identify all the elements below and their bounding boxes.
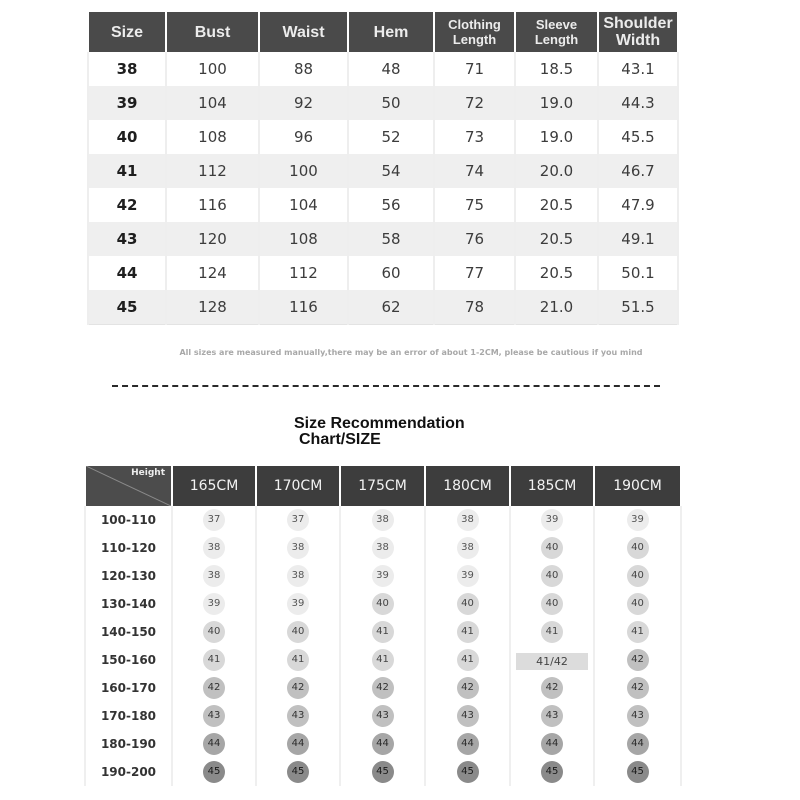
size-badge: 45	[203, 761, 225, 783]
size-cell: 44	[88, 256, 166, 290]
measurement-cell: 21.0	[515, 290, 598, 325]
recommended-size-cell	[510, 506, 594, 534]
size-badge: 41	[372, 649, 394, 671]
recommended-size-cell	[256, 674, 340, 702]
header-size: Size	[88, 12, 166, 52]
measurement-cell: 92	[259, 86, 348, 120]
size-cell: 43	[88, 222, 166, 256]
size-badge: 43	[287, 705, 309, 727]
weight-row	[85, 730, 681, 758]
size-cell: 45	[88, 290, 166, 325]
measurement-cell: 100	[259, 154, 348, 188]
recommended-size-cell	[425, 618, 510, 646]
size-row	[88, 52, 678, 86]
measurement-cell: 56	[348, 188, 434, 222]
recommended-size-cell	[594, 506, 681, 534]
recommended-size-cell	[510, 758, 594, 786]
recommended-size-cell	[340, 702, 425, 730]
recommended-size-cell	[172, 534, 256, 562]
size-badge: 44	[457, 733, 479, 755]
measurement-cell: 62	[348, 290, 434, 325]
size-row	[88, 120, 678, 154]
measurement-cell: 108	[166, 120, 259, 154]
measurement-cell: 96	[259, 120, 348, 154]
size-badge: 42	[457, 677, 479, 699]
recommended-size-cell	[256, 506, 340, 534]
recommended-size-cell	[340, 674, 425, 702]
weight-row	[85, 618, 681, 646]
measurement-cell: 45.5	[598, 120, 678, 154]
measurement-cell: 88	[259, 52, 348, 86]
recommended-size-cell	[340, 646, 425, 674]
height-column-header: 190CM	[594, 466, 681, 506]
recommended-size-cell	[510, 534, 594, 562]
recommended-size-cell	[594, 534, 681, 562]
weight-range-cell: 170-180	[85, 702, 172, 730]
recommended-size-cell	[256, 590, 340, 618]
recommended-size-cell	[425, 702, 510, 730]
weight-row	[85, 506, 681, 534]
weight-range-cell: 130-140	[85, 590, 172, 618]
size-badge: 44	[541, 733, 563, 755]
weight-range-cell: 140-150	[85, 618, 172, 646]
recommended-size-cell	[510, 702, 594, 730]
measurement-cell: 77	[434, 256, 515, 290]
size-cell: 38	[88, 52, 166, 86]
size-cell: 41	[88, 154, 166, 188]
size-badge: 38	[287, 537, 309, 559]
size-badge: 40	[627, 537, 649, 559]
height-column-header: 165CM	[172, 466, 256, 506]
measurement-cell: 20.5	[515, 222, 598, 256]
recommendation-title-line2: Chart/SIZE	[299, 431, 381, 448]
measurement-cell: 124	[166, 256, 259, 290]
recommended-size-cell	[172, 646, 256, 674]
size-badge: 38	[203, 565, 225, 587]
size-badge: 40	[372, 593, 394, 615]
size-badge: 41	[372, 621, 394, 643]
header-shoulder-width: Shoulder Width	[598, 12, 678, 52]
size-row	[88, 154, 678, 188]
size-badge: 40	[541, 593, 563, 615]
recommended-size-cell	[172, 730, 256, 758]
recommended-size-cell	[425, 506, 510, 534]
measurement-cell: 54	[348, 154, 434, 188]
size-chart-header-row	[88, 12, 678, 52]
recommended-size-cell	[256, 702, 340, 730]
size-badge: 39	[203, 593, 225, 615]
header-hem: Hem	[348, 12, 434, 52]
recommended-size-cell	[256, 730, 340, 758]
recommended-size-cell	[594, 702, 681, 730]
height-column-header: 175CM	[340, 466, 425, 506]
measurement-cell: 52	[348, 120, 434, 154]
measurement-cell: 18.5	[515, 52, 598, 86]
measurement-cell: 43.1	[598, 52, 678, 86]
size-badge: 43	[541, 705, 563, 727]
size-badge: 43	[627, 705, 649, 727]
recommended-size-cell	[594, 674, 681, 702]
measurement-cell: 50.1	[598, 256, 678, 290]
recommended-size-cell	[172, 674, 256, 702]
size-badge: 45	[457, 761, 479, 783]
size-badge: 39	[372, 565, 394, 587]
measurement-cell: 71	[434, 52, 515, 86]
size-row	[88, 290, 678, 325]
size-row	[88, 222, 678, 256]
size-badge: 45	[287, 761, 309, 783]
recommended-size-cell	[172, 618, 256, 646]
weight-row	[85, 758, 681, 786]
recommended-size-cell	[594, 618, 681, 646]
recommended-size-cell	[172, 506, 256, 534]
size-badge: 39	[457, 565, 479, 587]
recommended-size-cell	[340, 590, 425, 618]
size-badge: 44	[287, 733, 309, 755]
measurement-cell: 44.3	[598, 86, 678, 120]
recommended-size-cell	[425, 674, 510, 702]
recommended-size-cell	[256, 618, 340, 646]
size-badge: 40	[203, 621, 225, 643]
measurement-cell: 20.5	[515, 256, 598, 290]
measurement-cell: 112	[166, 154, 259, 188]
recommendation-title	[294, 416, 465, 448]
recommended-size-cell	[594, 758, 681, 786]
measurement-note: All sizes are measured manually,there may be an error of about 1-2CM, please be cautious if you mind	[179, 348, 643, 357]
size-badge: 43	[203, 705, 225, 727]
weight-range-cell: 110-120	[85, 534, 172, 562]
dashed-divider	[112, 385, 660, 387]
size-cell: 40	[88, 120, 166, 154]
measurement-cell: 47.9	[598, 188, 678, 222]
recommended-size-cell	[594, 562, 681, 590]
size-badge: 44	[372, 733, 394, 755]
size-badge: 41	[627, 621, 649, 643]
size-badge: 44	[627, 733, 649, 755]
measurement-cell: 116	[166, 188, 259, 222]
recommended-size-cell	[172, 702, 256, 730]
recommended-size-cell	[425, 590, 510, 618]
recommended-size-cell	[594, 730, 681, 758]
size-chart-table	[87, 12, 679, 325]
size-badge: 38	[457, 537, 479, 559]
size-badge: 39	[541, 509, 563, 531]
height-column-header: 185CM	[510, 466, 594, 506]
weight-row	[85, 674, 681, 702]
recommended-size-cell	[340, 534, 425, 562]
header-clothing-length: Clothing Length	[434, 12, 515, 52]
size-badge: 42	[541, 677, 563, 699]
measurement-cell: 73	[434, 120, 515, 154]
recommended-size-cell	[172, 590, 256, 618]
size-badge: 41	[457, 621, 479, 643]
weight-range-cell: 150-160	[85, 646, 172, 674]
size-badge: 42	[627, 677, 649, 699]
size-badge: 38	[372, 509, 394, 531]
measurement-cell: 78	[434, 290, 515, 325]
recommended-size-cell	[340, 618, 425, 646]
recommended-size-cell	[425, 562, 510, 590]
size-badge: 45	[627, 761, 649, 783]
measurement-cell: 76	[434, 222, 515, 256]
measurement-cell: 51.5	[598, 290, 678, 325]
measurement-cell: 72	[434, 86, 515, 120]
measurement-cell: 128	[166, 290, 259, 325]
height-column-header: 180CM	[425, 466, 510, 506]
size-row	[88, 256, 678, 290]
size-badge: 42	[203, 677, 225, 699]
header-bust: Bust	[166, 12, 259, 52]
measurement-cell: 20.0	[515, 154, 598, 188]
size-recommendation-table	[84, 466, 682, 786]
size-badge: 44	[203, 733, 225, 755]
measurement-cell: 75	[434, 188, 515, 222]
height-column-header: 170CM	[256, 466, 340, 506]
size-badge: 41	[541, 621, 563, 643]
measurement-cell: 19.0	[515, 86, 598, 120]
size-badge: 40	[627, 593, 649, 615]
measurement-cell: 48	[348, 52, 434, 86]
size-badge: 43	[372, 705, 394, 727]
recommended-size-cell	[510, 618, 594, 646]
measurement-cell: 58	[348, 222, 434, 256]
weight-range-cell: 120-130	[85, 562, 172, 590]
size-badge: 38	[372, 537, 394, 559]
measurement-cell: 74	[434, 154, 515, 188]
recommendation-title-line1: Size Recommendation	[294, 415, 465, 432]
size-cell: 39	[88, 86, 166, 120]
size-badge: 41	[457, 649, 479, 671]
recommended-size-cell	[425, 730, 510, 758]
size-badge: 40	[541, 565, 563, 587]
recommended-size-cell	[594, 646, 681, 674]
size-row	[88, 188, 678, 222]
recommendation-header-row	[85, 466, 681, 506]
weight-range-cell: 100-110	[85, 506, 172, 534]
size-badge: 43	[457, 705, 479, 727]
measurement-cell: 60	[348, 256, 434, 290]
size-badge: 41	[203, 649, 225, 671]
recommended-size-cell	[340, 730, 425, 758]
measurement-cell: 120	[166, 222, 259, 256]
size-row	[88, 86, 678, 120]
height-label: Height	[131, 468, 165, 478]
header-waist: Waist	[259, 12, 348, 52]
measurement-cell: 116	[259, 290, 348, 325]
size-badge: 40	[457, 593, 479, 615]
weight-row	[85, 590, 681, 618]
size-badge: 45	[541, 761, 563, 783]
recommended-size-cell	[256, 758, 340, 786]
recommended-size-cell	[340, 758, 425, 786]
size-badge: 40	[287, 621, 309, 643]
measurement-cell: 19.0	[515, 120, 598, 154]
recommended-size-cell	[172, 758, 256, 786]
recommended-size-cell	[256, 646, 340, 674]
weight-row	[85, 702, 681, 730]
measurement-cell: 112	[259, 256, 348, 290]
weight-range-cell: 160-170	[85, 674, 172, 702]
recommended-size-cell	[510, 562, 594, 590]
recommended-size-cell	[172, 562, 256, 590]
weight-row	[85, 534, 681, 562]
size-badge: 39	[627, 509, 649, 531]
size-badge: 39	[287, 593, 309, 615]
recommended-size-cell	[256, 562, 340, 590]
measurement-cell: 108	[259, 222, 348, 256]
weight-range-cell: 180-190	[85, 730, 172, 758]
size-badge: 38	[287, 565, 309, 587]
recommended-size-cell	[425, 646, 510, 674]
size-badge: 37	[287, 509, 309, 531]
size-badge: 41/42	[516, 653, 588, 670]
size-badge: 42	[627, 649, 649, 671]
recommended-size-cell	[256, 534, 340, 562]
measurement-cell: 100	[166, 52, 259, 86]
size-badge: 40	[627, 565, 649, 587]
recommended-size-cell	[425, 534, 510, 562]
measurement-cell: 49.1	[598, 222, 678, 256]
size-badge: 42	[372, 677, 394, 699]
weight-row	[85, 646, 681, 674]
recommended-size-cell	[340, 562, 425, 590]
weight-range-cell: 190-200	[85, 758, 172, 786]
size-badge: 41	[287, 649, 309, 671]
height-weight-corner	[85, 466, 172, 506]
weight-row	[85, 562, 681, 590]
measurement-cell: 50	[348, 86, 434, 120]
size-badge: 37	[203, 509, 225, 531]
measurement-cell: 104	[166, 86, 259, 120]
measurement-cell: 46.7	[598, 154, 678, 188]
size-cell: 42	[88, 188, 166, 222]
recommended-size-cell	[510, 590, 594, 618]
header-sleeve-length: Sleeve Length	[515, 12, 598, 52]
recommended-size-cell	[510, 730, 594, 758]
recommended-size-cell	[594, 590, 681, 618]
recommended-size-cell	[510, 646, 594, 674]
recommended-size-cell	[425, 758, 510, 786]
size-badge: 38	[457, 509, 479, 531]
recommended-size-cell	[340, 506, 425, 534]
size-badge: 45	[372, 761, 394, 783]
measurement-cell: 20.5	[515, 188, 598, 222]
recommended-size-cell	[510, 674, 594, 702]
size-badge: 40	[541, 537, 563, 559]
measurement-cell: 104	[259, 188, 348, 222]
size-badge: 42	[287, 677, 309, 699]
size-badge: 38	[203, 537, 225, 559]
